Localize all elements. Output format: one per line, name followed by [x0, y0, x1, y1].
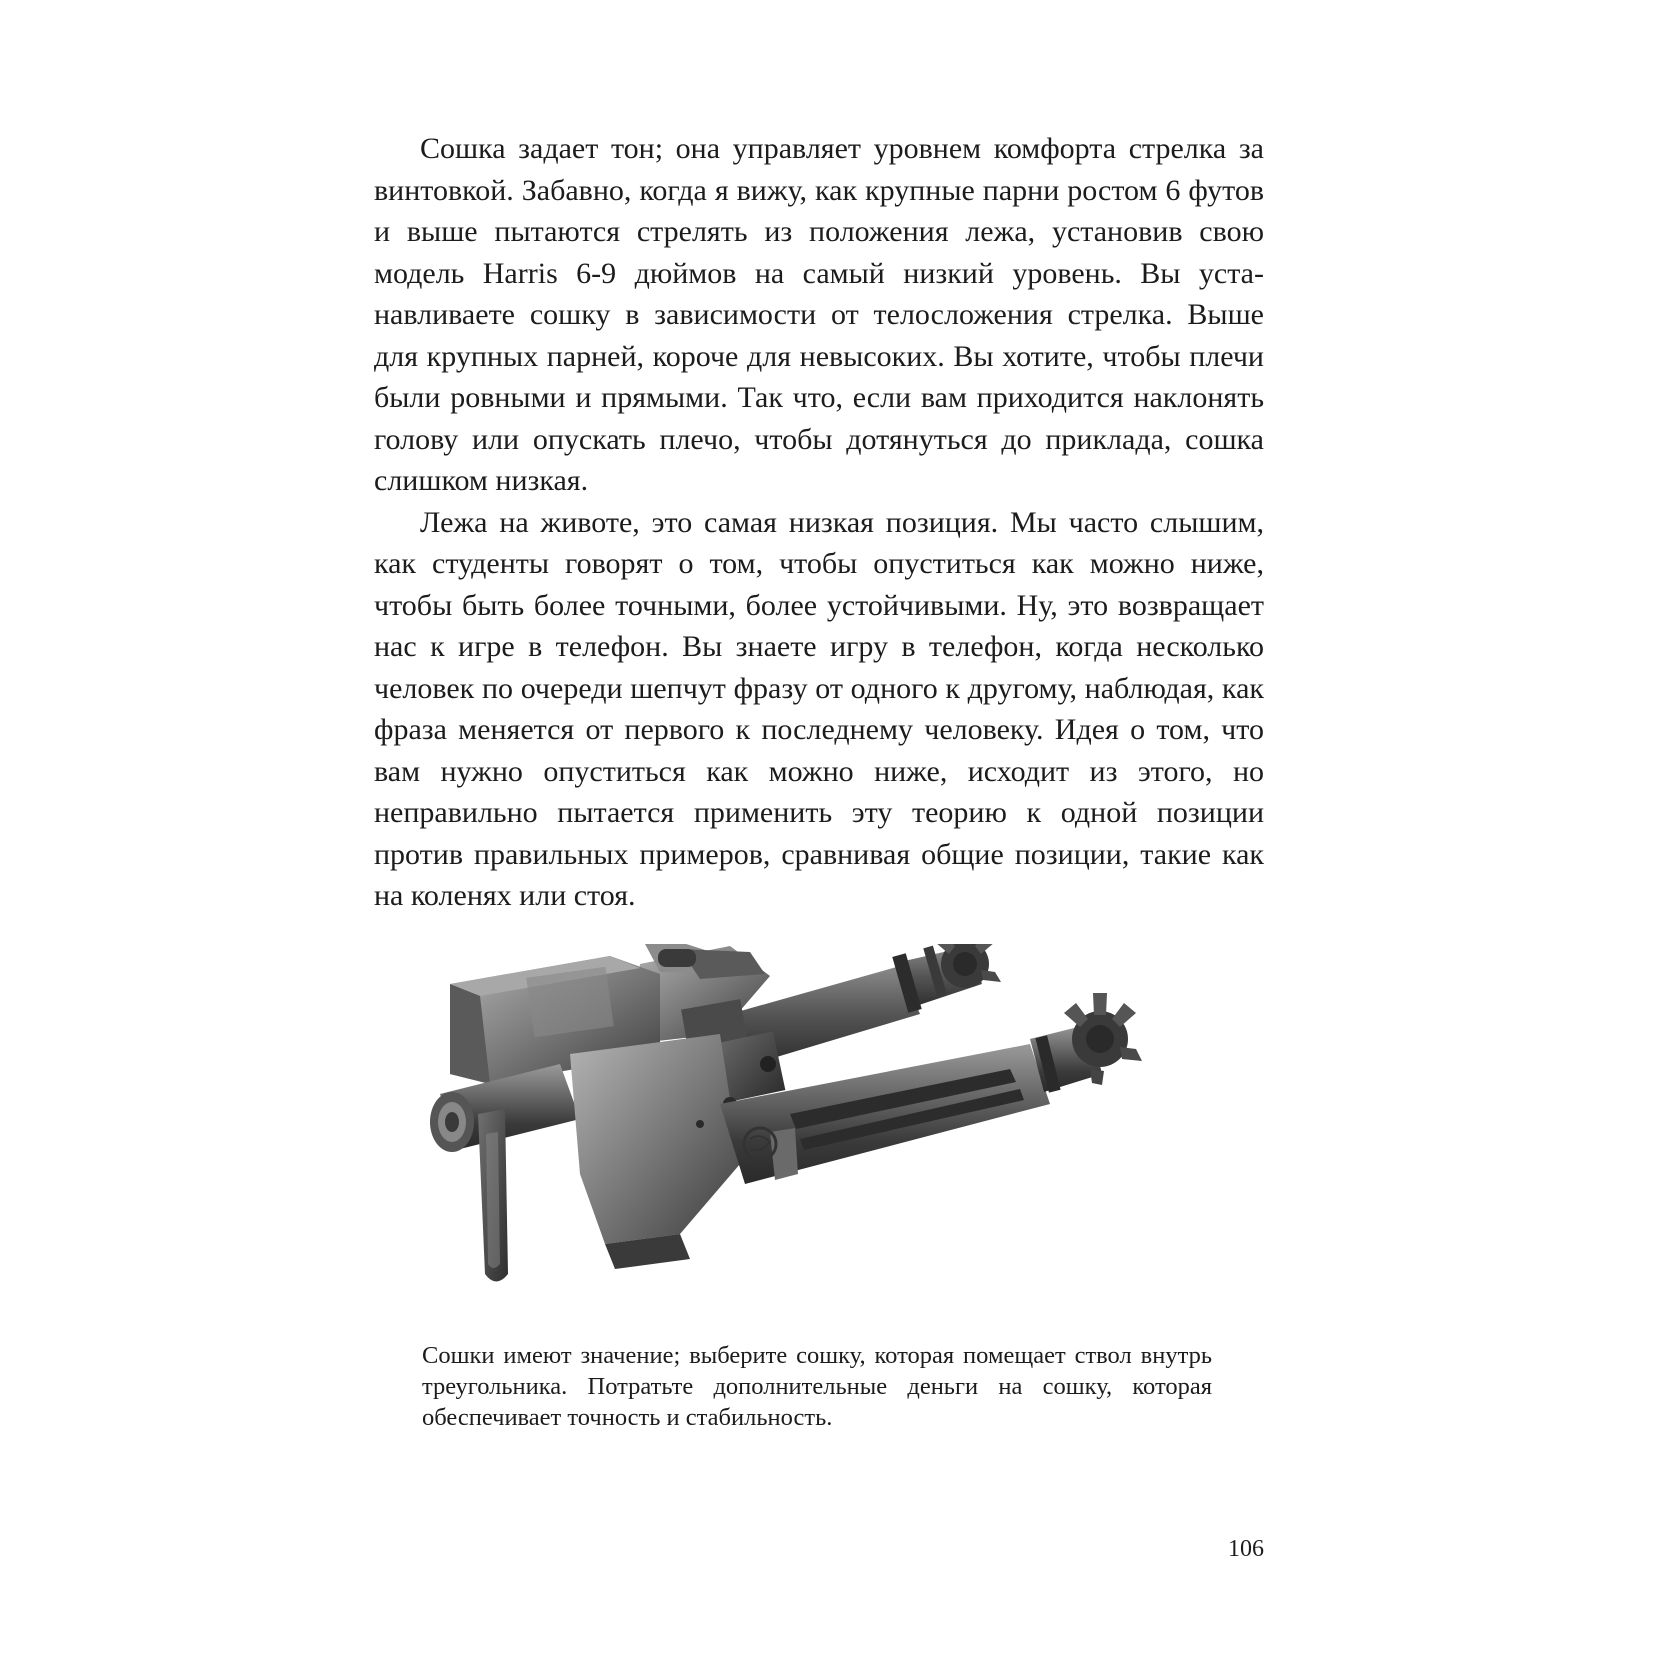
leg-housing [570, 1034, 740, 1269]
figure-caption: Сошки имеют значение; выберите сошку, которая помещает ствол внутрь треугольника. Потратьте дополнительные деньги на сошку, которая обеспечивает точность и стабильность. [422, 1342, 1212, 1431]
body-text [374, 128, 1264, 917]
tension-lever [478, 1109, 508, 1282]
bipod-photo [430, 944, 1220, 1324]
paragraph-2: Лежа на животе, это самая низкая позиция. Мы часто слышим, как студенты говорят о том, чтобы опуститься как можно ниже, чтобы быть более точными, более устойчивыми. Ну, это возвращает нас к игре в телефон. Вы знаете игру в телефон, когда несколько человек по очереди шепчут фразу от одного к другому, наблюдая, как фраза меняется от первого к последнему человеку. Идея о том, что вам нужно опуститься как можно ниже, исходит из этого, но неправильно пытается применить эту теорию к одной позиции против правильных примеров, сравнивая общие позиции, такие как на коленях или стоя. [374, 505, 1264, 912]
paragraph-1: Сошка задает тон; она управляет уровнем комфорта стрелка за винтовкой. Забавно, когда я вижу, как крупные парни ростом 6 футов и выше пытаются стрелять из положения лежа, установив свою модель Harris 6-9 дюймов на самый низкий уровень. Вы устанавливаете сошку в зависимости от телосложения стрелка. Выше для крупных парней, короче для невысоких. Вы хотите, чтобы плечи были ровными и прямыми. Так что, если вам приходится наклонять голову или опускать плечо, чтобы дотянуться до приклада, сошка слишком низкая. [374, 132, 1264, 497]
page-number: 106 [1228, 1536, 1264, 1562]
bipod-illustration [430, 944, 1220, 1324]
